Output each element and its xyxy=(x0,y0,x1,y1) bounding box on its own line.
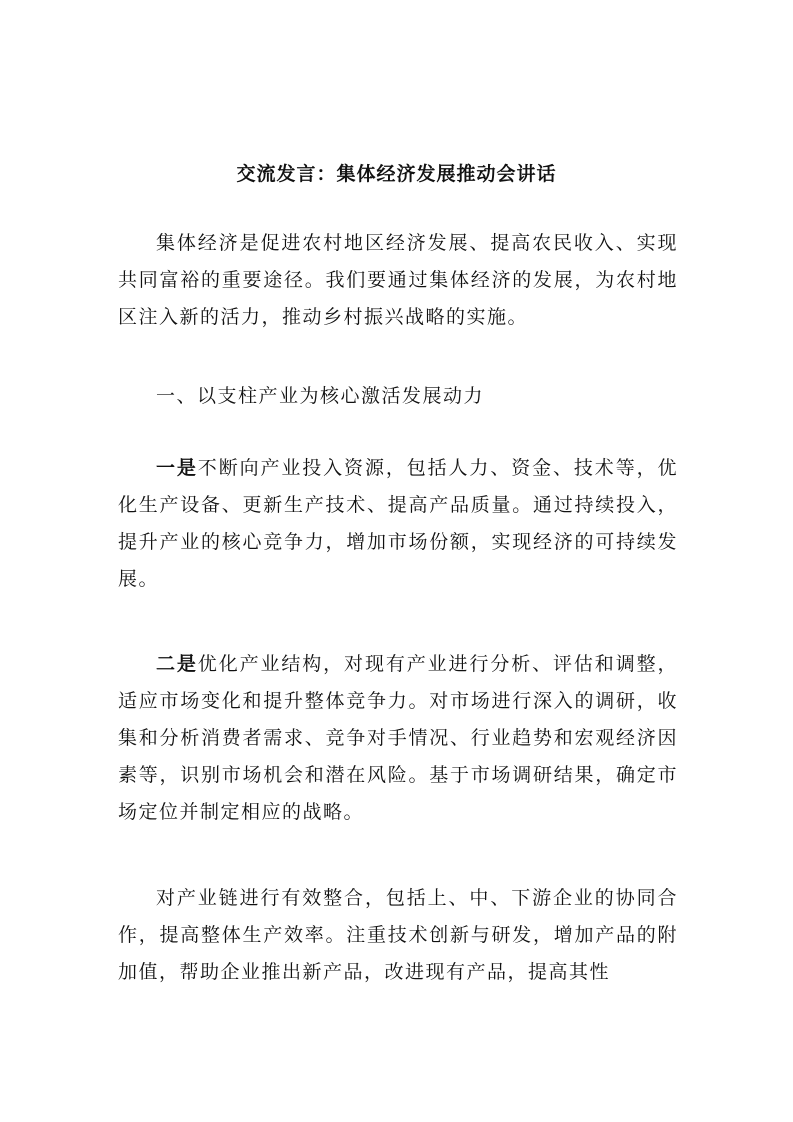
section-heading-1 xyxy=(118,378,678,415)
paragraph-intro xyxy=(118,225,678,336)
paragraph-text: 优化产业结构，对现有产业进行分析、评估和调整，适应市场变化和提升整体竞争力。对市场进行深入的调研，收集和分析消费者需求、竞争对手情况、行业趋势和宏观经济因素等，识别市场机会和潜在风险。基于市场调研结果，确定市场定位并制定相应的战略。 xyxy=(118,653,678,823)
point-lead-label: 一是 xyxy=(156,457,198,479)
paragraph-industry-chain xyxy=(118,880,678,991)
paragraph-text: 对产业链进行有效整合，包括上、中、下游企业的协同合作，提高整体生产效率。注重技术创新与研发，增加产品的附加值，帮助企业推出新产品，改进现有产品，提高其性 xyxy=(118,887,678,983)
point-lead-label: 二是 xyxy=(156,653,198,675)
paragraph-point-1 xyxy=(118,450,678,598)
paragraph-point-2 xyxy=(118,646,678,831)
section-heading-text: 一、以支柱产业为核心激活发展动力 xyxy=(156,385,485,407)
paragraph-text: 集体经济是促进农村地区经济发展、提高农民收入、实现共同富裕的重要途径。我们要通过集体经济的发展，为农村地区注入新的活力，推动乡村振兴战略的实施。 xyxy=(118,232,678,328)
paragraph-text: 不断向产业投入资源，包括人力、资金、技术等，优化生产设备、更新生产技术、提高产品质量。通过持续投入，提升产业的核心竞争力，增加市场份额，实现经济的可持续发展。 xyxy=(118,457,678,590)
document-title: 交流发言：集体经济发展推动会讲话 xyxy=(236,163,557,185)
